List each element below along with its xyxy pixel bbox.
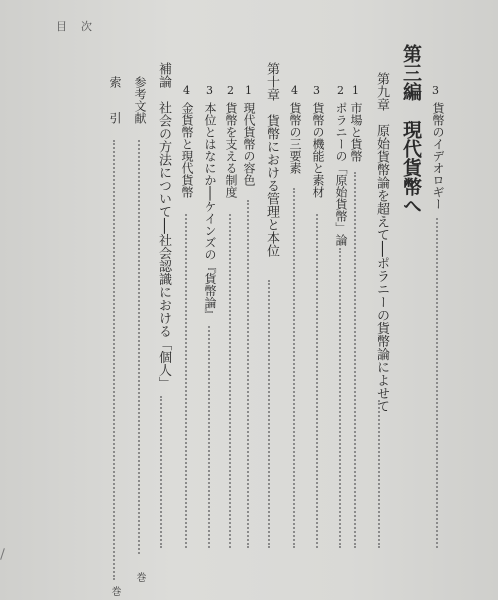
margin-mark <box>0 548 5 560</box>
toc-entry-market[interactable]: 市場と貨幣 <box>349 102 363 162</box>
header-label-ji: 次 <box>81 20 92 33</box>
part-heading[interactable]: 第三編 現代貨幣へ <box>400 44 422 215</box>
section-number: 4 <box>291 84 298 97</box>
page-header <box>56 18 92 34</box>
entry-number: 3 <box>432 84 439 97</box>
leader-dots <box>293 188 295 548</box>
leader-dots <box>160 396 162 548</box>
leader-dots <box>138 140 140 554</box>
leader-dots <box>436 218 438 548</box>
chapter-heading[interactable]: 第十章 貨幣における管理と本位 <box>264 62 279 257</box>
leader-dots <box>113 140 115 580</box>
header-label-moku: 目 <box>56 20 67 33</box>
volume-marker: 巻 <box>109 586 120 596</box>
toc-entry-standard[interactable]: 本位とはなにか──ケインズの『貨幣論』 <box>203 102 217 321</box>
section-number: 2 <box>227 84 234 97</box>
section-number: 1 <box>352 84 359 97</box>
leader-dots <box>229 214 231 548</box>
leader-dots <box>268 280 270 548</box>
toc-entry-function[interactable]: 貨幣の機能と素材 <box>311 102 325 198</box>
toc-entry-modern-money[interactable]: 現代貨幣の容色 <box>242 102 256 186</box>
leader-dots <box>378 400 380 548</box>
leader-dots <box>208 326 210 548</box>
section-number: 1 <box>245 84 252 97</box>
volume-marker: 巻 <box>134 572 145 582</box>
leader-dots <box>247 200 249 548</box>
toc-entry-polanyi[interactable]: ポラニーの「原始貨幣」論 <box>334 102 348 246</box>
chapter-heading[interactable]: 第九章 原始貨幣論を超えて──ポラニーの貨幣論によせて <box>374 72 389 413</box>
section-number: 3 <box>206 84 213 97</box>
leader-dots <box>316 214 318 548</box>
index-heading[interactable]: 索 引 <box>108 76 122 130</box>
leader-dots <box>339 248 341 548</box>
toc-entry-three-elements[interactable]: 貨幣の三要素 <box>288 102 302 174</box>
section-number: 4 <box>183 84 190 97</box>
leader-dots <box>185 214 187 548</box>
section-number: 2 <box>337 84 344 97</box>
leader-dots <box>354 172 356 548</box>
references-heading[interactable]: 参考文献 <box>133 76 147 124</box>
toc-entry-ideology[interactable]: 貨幣のイデオロギー <box>431 102 445 210</box>
toc-entry-institutions[interactable]: 貨幣を支える制度 <box>224 102 238 198</box>
toc-entry-gold[interactable]: 金貨幣と現代貨幣 <box>180 102 194 198</box>
appendix-heading[interactable]: 補論 社会の方法について──社会認識における「個人」 <box>156 62 171 390</box>
section-number: 3 <box>313 84 320 97</box>
